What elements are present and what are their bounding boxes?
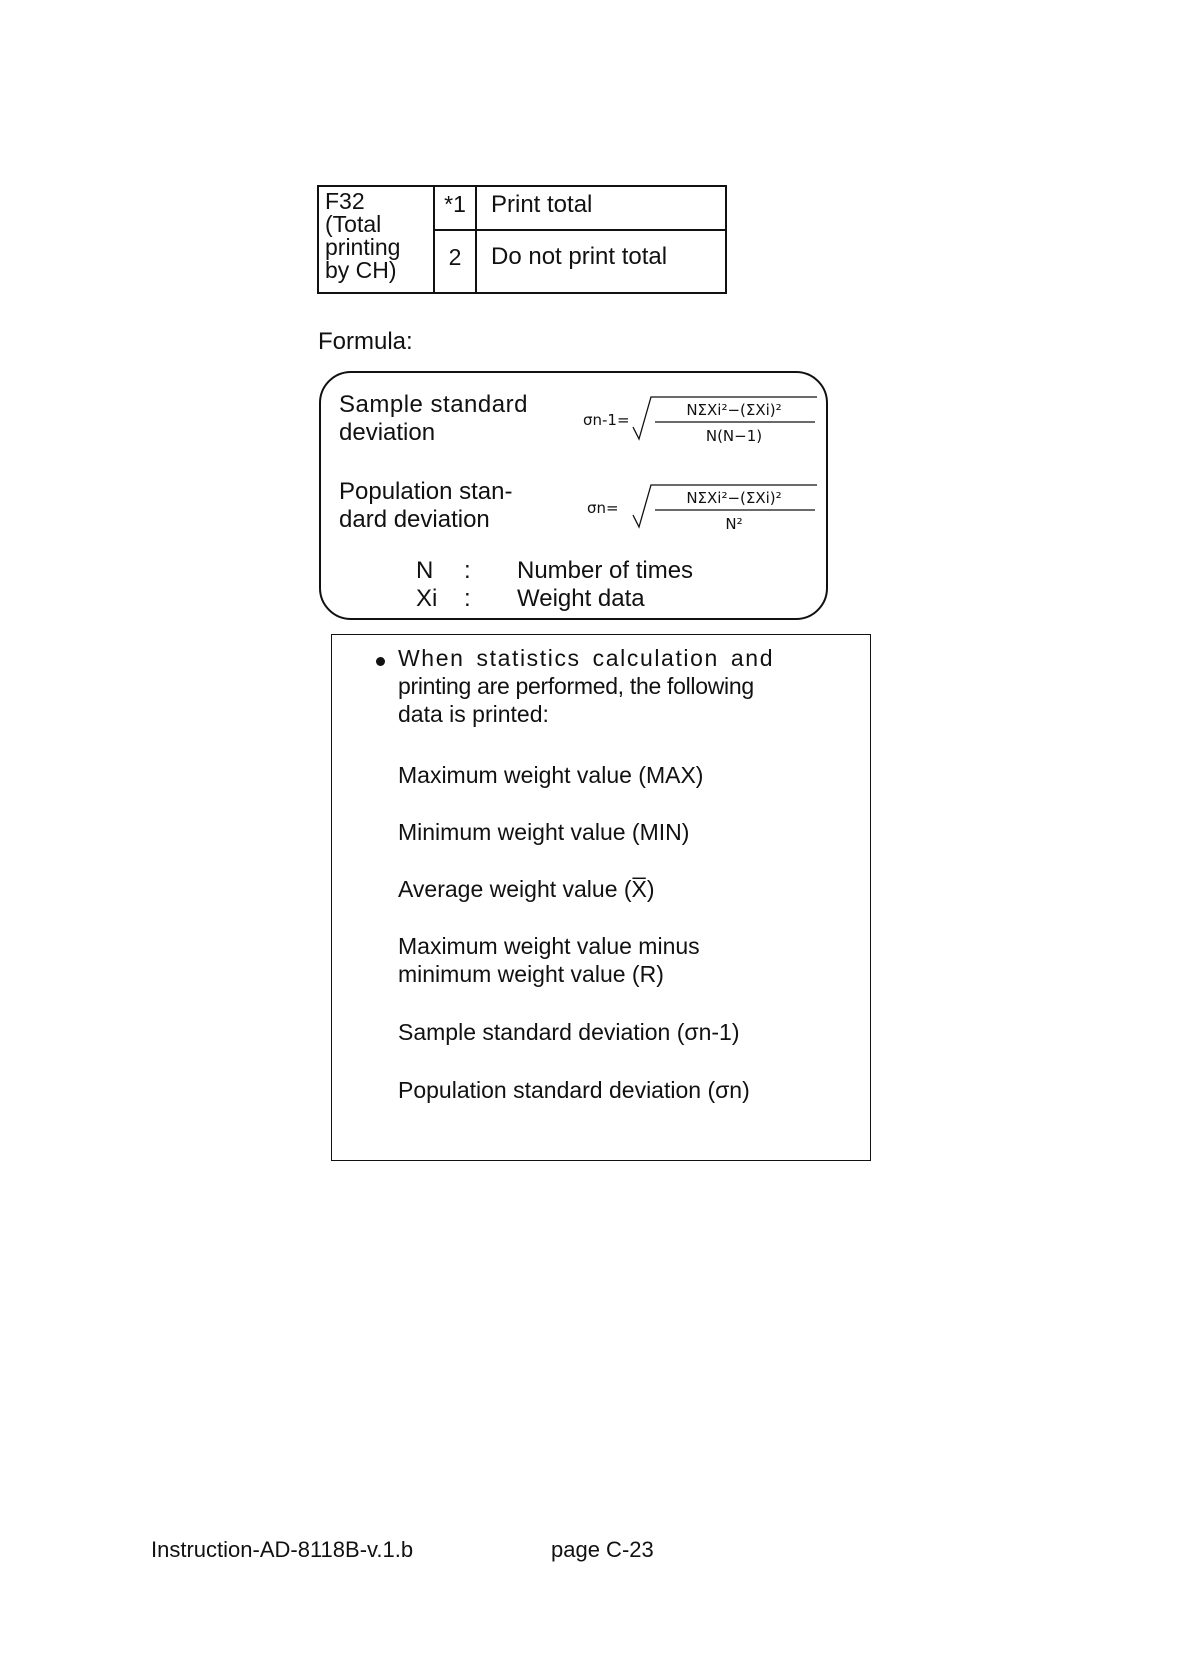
- table-row: [435, 187, 725, 231]
- setting-value: *1: [435, 187, 477, 229]
- stat-item: Sample standard deviation (σn-1): [398, 1019, 740, 1045]
- function-table: [317, 185, 727, 294]
- bullet-icon: [376, 657, 385, 666]
- statistics-note-box: [331, 634, 871, 1161]
- setting-description: Print total: [491, 191, 593, 218]
- sample-sd-formula: [583, 393, 823, 455]
- sample-sd-label-cont: deviation: [339, 419, 436, 446]
- note-text: When statistics calculation and: [398, 645, 775, 671]
- function-code-line: printing: [325, 234, 401, 260]
- function-code-line: by CH): [325, 257, 397, 283]
- table-row: [435, 231, 725, 292]
- function-code-line: F32: [325, 188, 365, 214]
- footer-doc-id: Instruction-AD-8118B-v.1.b: [151, 1537, 414, 1562]
- formula-box: [319, 371, 828, 620]
- note-text: printing are performed, the following: [398, 673, 754, 699]
- stat-item: Minimum weight value (MIN): [398, 819, 690, 845]
- formula-lhs: σn-1=: [583, 411, 630, 429]
- stat-item: Maximum weight value (MAX): [398, 762, 704, 788]
- note-text: data is printed:: [398, 701, 549, 727]
- setting-description: Do not print total: [491, 243, 668, 270]
- legend-separator: :: [464, 557, 471, 584]
- stat-item: Maximum weight value minus: [398, 933, 700, 959]
- formula-lhs: σn=: [587, 499, 619, 517]
- legend-symbol: N: [416, 557, 434, 584]
- footer-page-number: page C-23: [551, 1537, 654, 1562]
- stat-item: Population standard deviation (σn): [398, 1077, 750, 1103]
- population-sd-formula: [583, 481, 823, 543]
- formula-heading: Formula:: [318, 328, 413, 355]
- legend-description: Number of times: [517, 557, 694, 584]
- function-code-line: (Total: [325, 211, 382, 237]
- legend-separator: :: [464, 585, 471, 612]
- formula-numerator: NΣXi²−(ΣXi)²: [686, 489, 782, 507]
- sample-sd-label: Sample standard: [339, 391, 528, 418]
- function-code-cell: [319, 187, 435, 292]
- stat-item: minimum weight value (R): [398, 961, 664, 987]
- stat-item: Average weight value (X̅): [398, 876, 655, 902]
- formula-numerator: NΣXi²−(ΣXi)²: [686, 401, 782, 419]
- population-sd-label-cont: dard deviation: [339, 506, 490, 533]
- legend-symbol: Xi: [416, 585, 438, 612]
- population-sd-label: Population stan-: [339, 478, 513, 505]
- formula-denominator: N(N−1): [705, 427, 763, 445]
- setting-value: 2: [435, 231, 477, 292]
- legend-description: Weight data: [517, 585, 645, 612]
- formula-denominator: N²: [725, 515, 743, 533]
